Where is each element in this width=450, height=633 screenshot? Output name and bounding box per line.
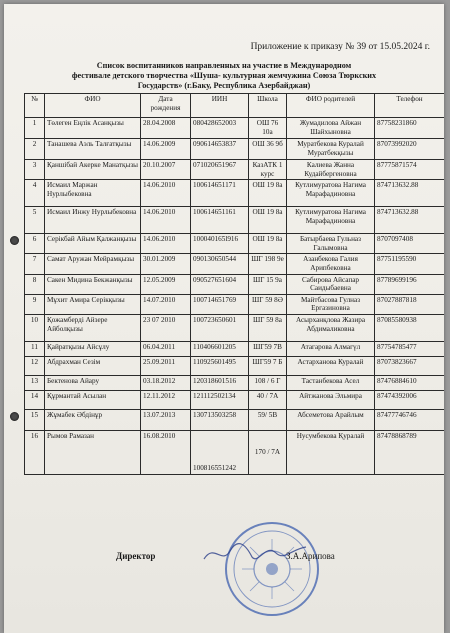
- row-name: Самат Аружан Мейрамқызы: [45, 254, 141, 274]
- row-dob: 12.05.2009: [141, 274, 191, 294]
- col-header-dob: Дата рождения: [141, 94, 191, 118]
- row-iin: 100723650601: [191, 314, 249, 341]
- row-number: 13: [25, 375, 45, 390]
- row-iin: 100714651769: [191, 294, 249, 314]
- row-number: 10: [25, 314, 45, 341]
- row-dob: 23 07 2010: [141, 314, 191, 341]
- row-name: Исмаил Инжу Нурлыбековна: [45, 207, 141, 234]
- row-iin: 071020651967: [191, 160, 249, 180]
- row-number: 14: [25, 390, 45, 409]
- table-row: [25, 375, 445, 390]
- row-iin: 080428652003: [191, 118, 249, 139]
- row-iin: 090614653837: [191, 139, 249, 160]
- table-row: [25, 356, 445, 375]
- row-parent: Астарханова Куралай: [287, 356, 375, 375]
- table-row: [25, 294, 445, 314]
- row-number: 2: [25, 139, 45, 160]
- row-parent: Асырханқлова Жазира Абдималиковна: [287, 314, 375, 341]
- row-number: 4: [25, 180, 45, 207]
- row-name: Мұхит Амира Серікқызы: [45, 294, 141, 314]
- row-dob: 06.04.2011: [141, 341, 191, 356]
- row-dob: 25.09.2011: [141, 356, 191, 375]
- row-phone: 87027887818: [375, 294, 445, 314]
- row-number: 7: [25, 254, 45, 274]
- row-phone: 87789699196: [375, 274, 445, 294]
- row-parent: Майтбасова Гулназ Ергазиновна: [287, 294, 375, 314]
- row-number: 15: [25, 409, 45, 430]
- row-dob: 16.08.2010: [141, 430, 191, 474]
- row-phone: 87751195590: [375, 254, 445, 274]
- row-dob: 14.07.2010: [141, 294, 191, 314]
- row-iin: 110925601495: [191, 356, 249, 375]
- row-school: ОШ 36 9б: [249, 139, 287, 160]
- row-school: ШГ59 7 Б: [249, 356, 287, 375]
- title-line-1: Список воспитанников направленных на участие в Международном: [96, 61, 352, 70]
- document-title: [44, 61, 404, 91]
- row-dob: 30.01.2009: [141, 254, 191, 274]
- table-row: [25, 180, 445, 207]
- row-iin: 100614651161: [191, 207, 249, 234]
- row-phone: 87758231860: [375, 118, 445, 139]
- row-iin: 100040165l916: [191, 234, 249, 254]
- row-school: ОШ 76 10а: [249, 118, 287, 139]
- row-iin: 121112502134: [191, 390, 249, 409]
- row-dob: 20.10.2007: [141, 160, 191, 180]
- row-phone: 8707097408: [375, 234, 445, 254]
- row-school: КазАТК 1 курс: [249, 160, 287, 180]
- row-school: ШГ 59 8а: [249, 314, 287, 341]
- row-dob: 14.06.2010: [141, 207, 191, 234]
- row-iin: 090130650544: [191, 254, 249, 274]
- row-parent: Нусумбекова Қуралай: [287, 430, 375, 474]
- table-header-row: [25, 94, 445, 118]
- row-name: Жұмабек Әбдінұр: [45, 409, 141, 430]
- row-parent: Жумадилова Айжан Шайхыновна: [287, 118, 375, 139]
- row-school: ОШ 19 8а: [249, 234, 287, 254]
- row-school: ШГ 59 8Ә: [249, 294, 287, 314]
- row-parent: Муратбекова Куралай Муратбекқызы: [287, 139, 375, 160]
- participants-table: [24, 93, 444, 475]
- table-row: [25, 314, 445, 341]
- binder-hole-2: [10, 412, 19, 421]
- row-number: 6: [25, 234, 45, 254]
- row-school: ОШ 19 8а: [249, 207, 287, 234]
- col-header-iin: ИИН: [191, 94, 249, 118]
- row-phone: 87073992020: [375, 139, 445, 160]
- row-name: Бектенова Айару: [45, 375, 141, 390]
- row-name: Абдрахман Сезім: [45, 356, 141, 375]
- row-parent: Атагарова Алмагүл: [287, 341, 375, 356]
- row-school: 40 / 7А: [249, 390, 287, 409]
- table-row: [25, 118, 445, 139]
- order-reference: Приложение к приказу № 39 от 15.05.2024 г.: [250, 42, 430, 52]
- table-row: [25, 274, 445, 294]
- row-parent: Кутлимуратова Нагима Марафадиновна: [287, 180, 375, 207]
- row-name: Қожамберді Айзере Айболқызы: [45, 314, 141, 341]
- col-header-parent: ФИО родителей: [287, 94, 375, 118]
- row-school: ШГ 15 9а: [249, 274, 287, 294]
- col-header-name: ФИО: [45, 94, 141, 118]
- row-name: Исмаил Маржан Нурлыбековна: [45, 180, 141, 207]
- table-row: [25, 234, 445, 254]
- table-row: [25, 139, 445, 160]
- col-header-number: №: [25, 94, 45, 118]
- row-phone: 87754785477: [375, 341, 445, 356]
- row-number: 9: [25, 294, 45, 314]
- row-dob: 12.11.2012: [141, 390, 191, 409]
- row-name: Сакен Мидина Бекжанқызы: [45, 274, 141, 294]
- row-dob: 14.06.2010: [141, 180, 191, 207]
- director-label: Директор: [116, 551, 156, 561]
- row-school: 108 / 6 Г: [249, 375, 287, 390]
- row-name: Қаншібай Акерке Манатқызы: [45, 160, 141, 180]
- col-header-school: Школа: [249, 94, 287, 118]
- table-row: [25, 254, 445, 274]
- row-number: 12: [25, 356, 45, 375]
- row-number: 11: [25, 341, 45, 356]
- row-dob: 14.06.2010: [141, 234, 191, 254]
- row-name: Рымов Рамазан: [45, 430, 141, 474]
- table-row: [25, 341, 445, 356]
- row-number: 3: [25, 160, 45, 180]
- director-name: З.А.Арипова: [286, 551, 335, 561]
- row-parent: Айтжанова Эльмира: [287, 390, 375, 409]
- official-seal: [222, 519, 322, 619]
- row-number: 5: [25, 207, 45, 234]
- row-phone: 87073823667: [375, 356, 445, 375]
- row-phone: 87085580938: [375, 314, 445, 341]
- row-parent: Кутлимуратова Нагима Марафадиновна: [287, 207, 375, 234]
- row-phone: 87775871574: [375, 160, 445, 180]
- row-parent: Азанбекова Галия Арипбековна: [287, 254, 375, 274]
- row-parent: Тастанбекова Асел: [287, 375, 375, 390]
- row-parent: Калиева Жанна Кудайбергеновна: [287, 160, 375, 180]
- row-parent: Абсеметова Арайлым: [287, 409, 375, 430]
- row-school: ОШ 19 8а: [249, 180, 287, 207]
- row-phone: 87478868789: [375, 430, 445, 474]
- row-iin: 110406601205: [191, 341, 249, 356]
- row-phone: 874713632.88: [375, 180, 445, 207]
- row-number: 1: [25, 118, 45, 139]
- row-name: Қайратқызы Айсұлу: [45, 341, 141, 356]
- row-number: 8: [25, 274, 45, 294]
- row-dob: 28.04.2008: [141, 118, 191, 139]
- row-phone: 87476884610: [375, 375, 445, 390]
- row-dob: 13.07.2013: [141, 409, 191, 430]
- row-name: Құрмантай Асылан: [45, 390, 141, 409]
- row-name: Серікбай Айым Қалжанқызы: [45, 234, 141, 254]
- row-school: 170 / 7А: [249, 430, 287, 474]
- row-parent: Сабирова Айсапар Саидыбаевна: [287, 274, 375, 294]
- row-phone: 87474392006: [375, 390, 445, 409]
- row-school: ШГ59 7В: [249, 341, 287, 356]
- binder-hole-1: [10, 236, 19, 245]
- table-row: [25, 430, 445, 474]
- row-name: Төлеген Еңлік Асанқызы: [45, 118, 141, 139]
- title-line-2: фестивале детского творчества «Шуша- культурная жемчужина Союза Тюркских: [71, 71, 377, 80]
- row-iin: 130713503258: [191, 409, 249, 430]
- table-row: [25, 160, 445, 180]
- row-iin: 100614651171: [191, 180, 249, 207]
- col-header-phone: Телефон: [375, 94, 445, 118]
- document-page: [4, 4, 444, 633]
- row-school: ШГ 198 9е: [249, 254, 287, 274]
- row-dob: 03.18.2012: [141, 375, 191, 390]
- row-iin: 090527651604: [191, 274, 249, 294]
- row-phone: 874713632.88: [375, 207, 445, 234]
- row-name: Танашева Аэль Талғатқызы: [45, 139, 141, 160]
- table-row: [25, 390, 445, 409]
- row-dob: 14.06.2009: [141, 139, 191, 160]
- table-row: [25, 409, 445, 430]
- row-number: 16: [25, 430, 45, 474]
- row-parent: Батырбаева Гульназ Галымовна: [287, 234, 375, 254]
- title-line-3: Государств» (г.Баку, Республика Азербайджан): [137, 81, 311, 90]
- table-row: [25, 207, 445, 234]
- row-school: 59/ 5В: [249, 409, 287, 430]
- row-iin: 120318601516: [191, 375, 249, 390]
- row-phone: 87477746746: [375, 409, 445, 430]
- row-iin: 100816551242: [191, 430, 249, 474]
